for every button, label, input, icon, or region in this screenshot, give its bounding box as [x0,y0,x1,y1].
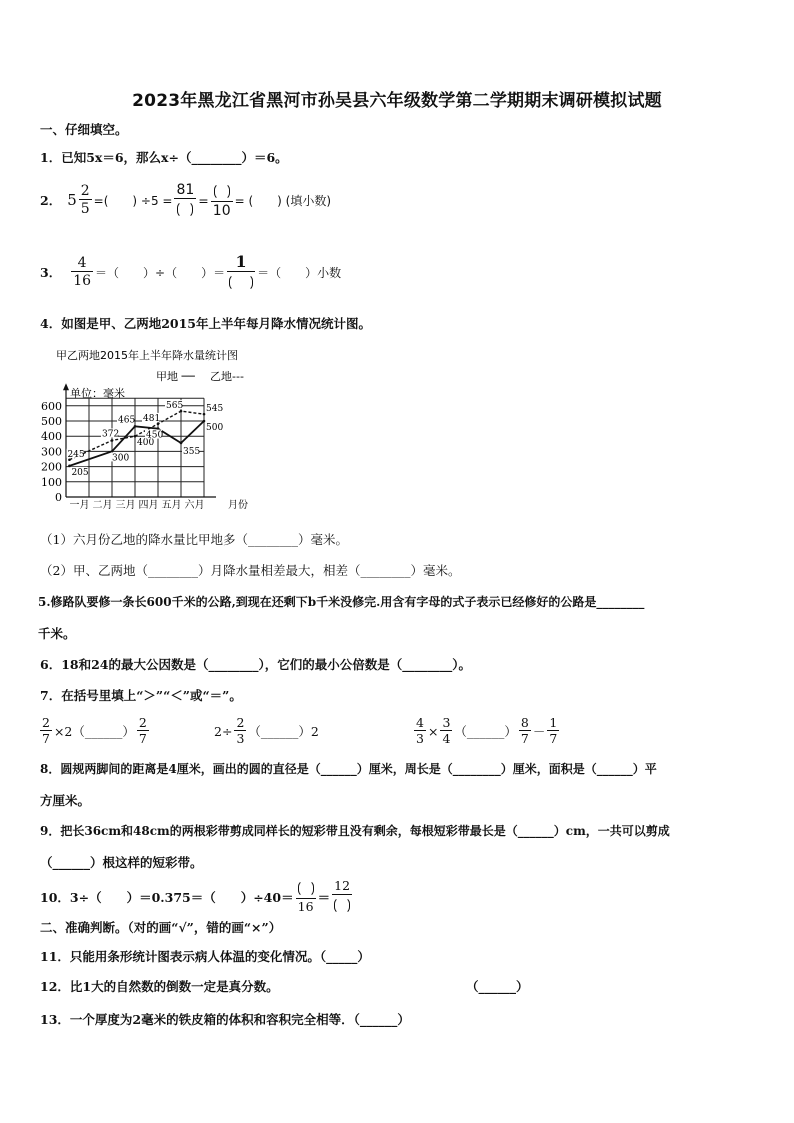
x-tick-label: 二月 [92,500,113,511]
x-tick-label: 五月 [161,500,182,511]
data-point [134,425,137,428]
point-label: 300 [112,453,130,464]
q2-whole: 5 [67,191,77,209]
chart-x-axis-label: 月份 [228,500,248,511]
q7a-fraction-1: $\frac{2}{7}$ [42,714,50,746]
q7c-fraction-1: $\frac{4}{3}$ [416,714,424,746]
chart-unit-label: 单位：毫米 [70,387,125,400]
question-5-line-1: 5.修路队要修一条长600千米的公路,到现在还剩下b千米没修完.用含有字母的式子表示已经修好的公路是________ [38,595,645,609]
q7c-text: （______） [454,724,517,739]
q2-text-1: =( ) ÷5 = [93,193,173,208]
q2-blank-paren-2 [214,183,230,200]
data-point [203,413,206,416]
point-label: 450 [146,430,164,441]
question-12: 12．比1大的自然数的倒数一定是真分数。 [40,979,279,994]
point-label: 481 [143,413,161,424]
q10-fraction-2: 12 [332,880,352,914]
chart-title: 甲乙两地2015年上半年降水量统计图 [56,349,238,362]
x-tick-label: 三月 [115,500,136,511]
q7b-text-1: 2÷ [214,723,233,739]
chart-x-labels [70,499,205,511]
question-5-line-2: 千米。 [38,626,76,641]
question-8-line-2: 方厘米。 [40,793,91,808]
question-4-2: （2）甲、乙两地（________）月降水量相差最大，相差（________）毫米。 [40,563,461,578]
q3-text-1: ＝（ ）÷（ ）＝ [95,265,226,280]
q7c-times: × [427,723,439,739]
point-label: 465 [118,415,136,426]
question-12-blank: （______） [466,979,529,994]
x-tick-label: 六月 [184,500,205,511]
section-2-heading: 二、准确判断。（对的画“√”，错的画“×”） [40,920,282,935]
y-tick-label: 100 [41,475,62,489]
y-tick-label: 0 [55,491,62,504]
point-label: 355 [183,447,201,458]
question-9-line-1: 9．把长36cm和48cm的两根彩带剪成同样长的短彩带且没有剩余，每根短彩带最长是（______）cm，一共可以剪成 [40,824,670,838]
chart-y-ticks [41,400,62,504]
page-title: 2023年黑龙江省黑河市孙吴县六年级数学第二学期期末调研模拟试题 [132,91,662,111]
y-tick-label: 400 [41,430,62,444]
point-label: 245 [67,449,85,460]
question-4-1: （1）六月份乙地的降水量比甲地多（________）毫米。 [40,532,348,547]
section-1-heading: 一、仔细填空。 [40,122,128,137]
question-3 [40,252,341,292]
q2-fraction-1: $\frac{2}{5}$ [80,183,90,217]
y-tick-label: 500 [41,415,62,428]
q7a-fraction-2: $\frac{2}{7}$ [138,714,147,746]
data-point [111,439,114,442]
point-label: 205 [71,467,89,478]
y-tick-label: 600 [41,399,62,413]
question-4: 4．如图是甲、乙两地2015年上半年每月降水情况统计图。 [40,316,371,331]
point-label: 400 [137,438,155,449]
rainfall-line-chart [36,344,266,516]
legend-series-a: 甲地 ── [156,370,195,383]
question-10 [40,876,354,918]
q7-item-b [214,710,319,752]
q3-text-2: ＝（ ）小数 [257,265,342,280]
q7b-text-2: （______）2 [248,724,319,739]
point-label: 500 [206,423,224,433]
data-point [68,465,71,468]
question-13: 13．一个厚度为2毫米的铁皮箱的体积和容积完全相等．（______） [40,1012,410,1027]
question-7: 7．在括号里填上“＞”“＜”或“＝”。 [40,688,242,703]
y-tick-label: 200 [41,460,62,474]
q7c-fraction-4: $\frac{1}{7}$ [549,714,558,746]
q2-fraction-3: 10 [211,183,233,218]
data-point [203,420,206,423]
question-2 [40,180,331,220]
q3-number: 3． [40,265,62,280]
q3-fraction-1: $\frac{4}{16}$ [73,255,92,289]
q3-blank-paren [229,274,253,291]
y-tick-label: 300 [41,445,62,459]
data-point [111,450,114,453]
x-tick-label: 四月 [138,500,159,511]
data-point [134,435,137,438]
q2-blank-paren [177,201,193,218]
data-point [180,442,183,445]
q2-number: 2． [40,193,62,208]
legend-series-b: 乙地--- [210,370,244,383]
point-label: 545 [206,404,224,415]
q10-blank-paren [298,880,314,897]
q7c-fraction-3: $\frac{8}{7}$ [520,714,529,746]
point-label: 372 [102,429,120,440]
question-8-line-1: 8．圆规两脚间的距离是4厘米，画出的圆的直径是（______）厘米，周长是（________）厘米，面积是（______）平 [40,762,657,776]
q7a-text: ×2（______） [53,724,135,739]
q3-fraction-2: 1 [227,254,255,291]
data-point [157,427,160,430]
q10-blank-paren-2 [334,897,350,914]
question-6: 6．18和24的最大公因数是（________），它们的最小公倍数是（________）。 [40,657,471,672]
q7-item-c [412,710,561,752]
q2-text-2: = [198,192,209,208]
q7c-minus: － [532,724,546,739]
q7b-fraction: $\frac{2}{3}$ [236,714,245,746]
q2-fraction-2: 81 [174,183,196,218]
q10-text-1: 10．3÷（ ）＝0.375＝（ ）÷40＝ [40,890,294,905]
q10-text-2: ＝ [317,890,331,905]
question-9-line-2: （______）根这样的短彩带。 [40,855,203,870]
x-tick-label: 一月 [69,500,90,511]
y-axis-arrow [63,383,69,390]
question-1: 1．已知5x＝6，那么x÷（________）＝6。 [40,150,288,165]
q7-item-a [38,710,151,752]
q10-fraction-1: 16 [296,880,316,914]
q2-text-3: = ( ) (填小数) [234,193,332,208]
q7c-fraction-2: $\frac{3}{4}$ [442,714,451,746]
question-11: 11．只能用条形统计图表示病人体温的变化情况。（_____） [40,949,370,964]
point-label: 565 [166,401,184,412]
